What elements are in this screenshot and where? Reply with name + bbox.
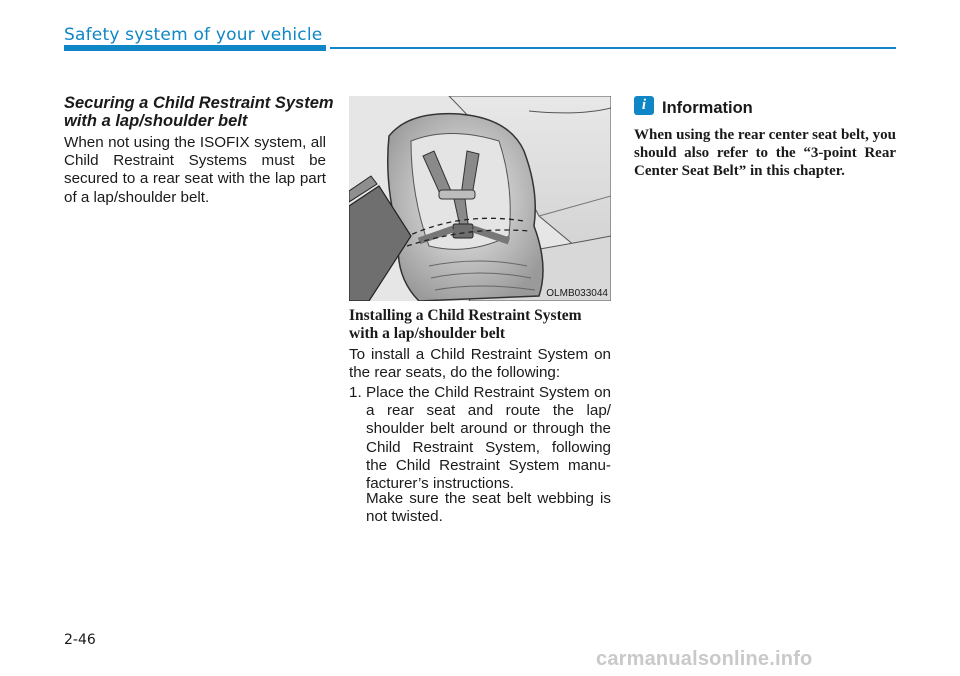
step-text: Place the Child Restraint System on a rear seat and route the lap/ shoulder belt around or through the Child Restraint System, following the Child Restraint System manu-facturer’s instructions.	[366, 384, 611, 493]
instruction-intro: To install a Child Restraint System on the rear seats, do the following:	[349, 346, 611, 382]
instruction-step	[349, 384, 611, 493]
watermark: carmanualsonline.info	[596, 648, 813, 670]
step-number: 1.	[349, 384, 362, 401]
section-heading: Securing a Child Restraint System with a lap/shoulder belt	[64, 94, 334, 130]
intro-paragraph: When not using the ISOFIX system, all Child Restraint Systems must be secured to a rear seat with the lap part of a lap/shoulder belt.	[64, 134, 326, 206]
info-icon: i	[634, 96, 654, 115]
section-title: Safety system of your vehicle	[64, 25, 323, 45]
info-text: When using the rear center seat belt, you should also refer to the “3-point Rear Center Seat Belt” in this chapter.	[634, 127, 896, 179]
info-title: Information	[662, 99, 753, 117]
header-accent-bar	[64, 45, 326, 51]
page-number: 2-46	[64, 632, 96, 648]
header-rule	[330, 47, 896, 49]
figure-code: OLMB033044	[546, 288, 608, 299]
step-note: Make sure the seat belt webbing is not twisted.	[366, 490, 611, 526]
child-seat-drawing	[349, 96, 611, 301]
figure-caption: Installing a Child Restraint System with a lap/shoulder belt	[349, 307, 582, 342]
child-seat-illustration	[349, 96, 611, 301]
